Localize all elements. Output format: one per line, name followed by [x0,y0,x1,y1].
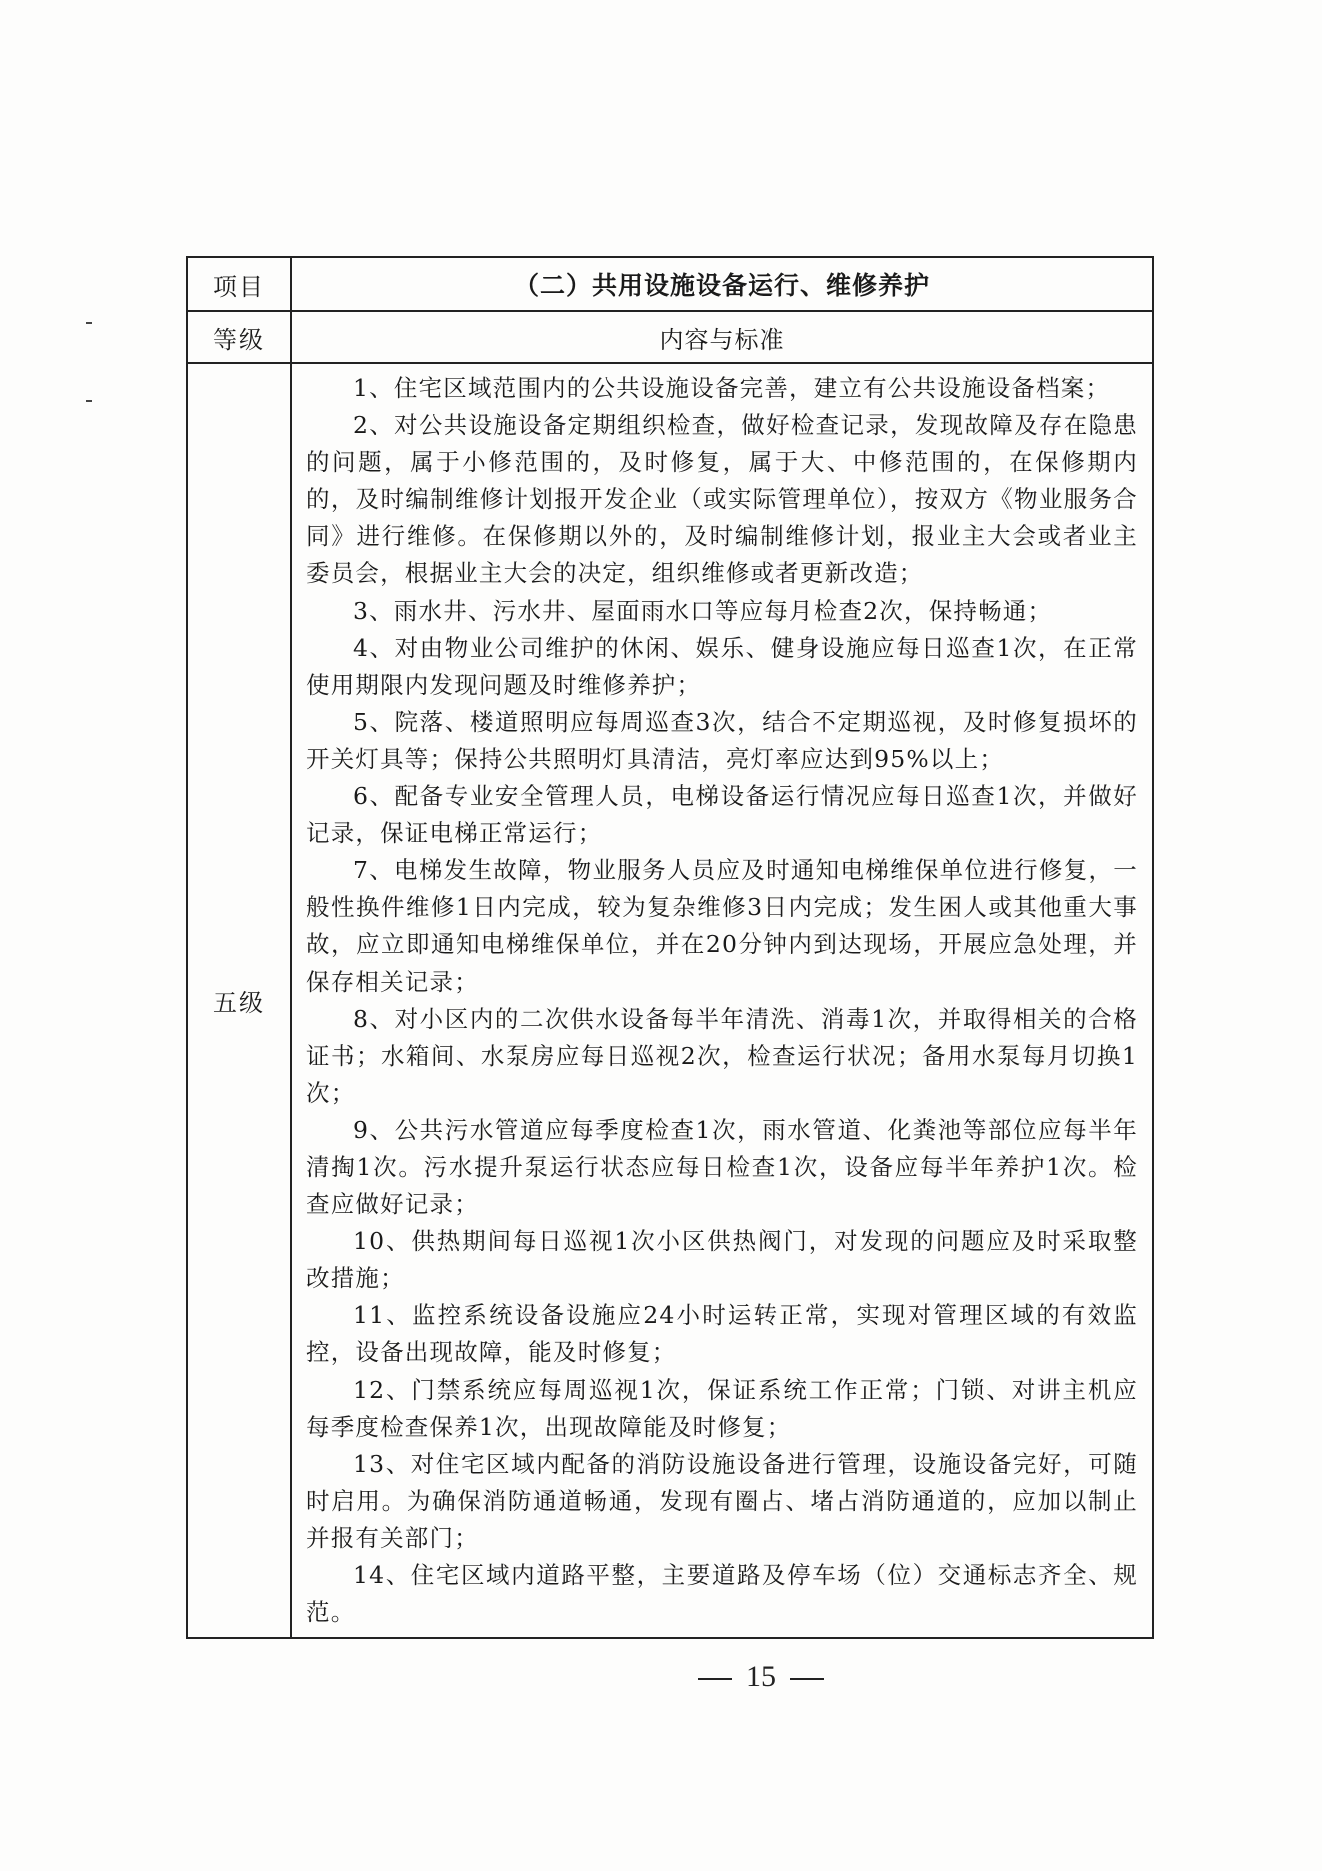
page-number-dash [790,1678,824,1680]
table-subheader-row [187,311,1153,363]
list-item: 12、门禁系统应每周巡视1次，保证系统工作正常；门锁、对讲主机应每季度检查保养1次，出现故障能及时修复； [306,1375,1138,1441]
list-item: 5、院落、楼道照明应每周巡查3次，结合不定期巡视，及时修复损坏的开关灯具等；保持公共照明灯具清洁，亮灯率应达到95%以上； [306,707,1138,773]
list-item: 10、供热期间每日巡视1次小区供热阀门，对发现的问题应及时采取整改措施； [306,1227,1138,1293]
margin-mark [86,322,92,324]
level-label-cell: 等级 [187,311,291,363]
list-item: 11、监控系统设备设施应24小时运转正常，实现对管理区域的有效监控，设备出现故障，能及时修复； [306,1301,1138,1367]
content-label-cell: 内容与标准 [291,311,1153,363]
content-cell [291,363,1153,1638]
list-item: 8、对小区内的二次供水设备每半年清洗、消毒1次，并取得相关的合格证书；水箱间、水泵房应每日巡视2次，检查运行状况；备用水泵每月切换1次； [306,1004,1138,1107]
table-content-row [187,363,1153,1638]
list-item: 6、配备专业安全管理人员，电梯设备运行情况应每日巡查1次，并做好记录，保证电梯正常运行； [306,782,1138,848]
list-item: 13、对住宅区域内配备的消防设施设备进行管理，设施设备完好，可随时启用。为确保消防通道畅通，发现有圈占、堵占消防通道的，应加以制止并报有关部门； [306,1449,1138,1552]
level-value-cell: 五级 [187,363,291,1638]
page-number-dash [698,1678,732,1680]
service-standard-table [186,256,1154,1639]
list-item: 2、对公共设施设备定期组织检查，做好检查记录，发现故障及存在隐患的问题，属于小修范围的，及时修复，属于大、中修范围的，在保修期内的，及时编制维修计划报开发企业（或实际管理单位），按双方《物业服务合同》进行维修。在保修期以外的，及时编制维修计划，报业主大会或者业主委员会，根据业主大会的决定，组织维修或者更新改造； [306,411,1138,588]
list-item: 3、雨水井、污水井、屋面雨水口等应每月检查2次，保持畅通； [353,596,1053,625]
header-title-cell: （二）共用设施设备运行、维修养护 [291,257,1153,311]
margin-mark [86,400,92,402]
page-number [0,1660,1322,1694]
header-label-cell: 项目 [187,257,291,311]
list-item: 14、住宅区域内道路平整，主要道路及停车场（位）交通标志齐全、规范。 [306,1561,1138,1627]
list-item: 7、电梯发生故障，物业服务人员应及时通知电梯维保单位进行修复，一般性换件维修1日内完成，较为复杂维修3日内完成；发生困人或其他重大事故，应立即通知电梯维保单位，并在20分钟内到达现场，开展应急处理，并保存相关记录； [306,856,1138,996]
list-item: 9、公共污水管道应每季度检查1次，雨水管道、化粪池等部位应每半年清掏1次。污水提升泵运行状态应每日检查1次，设备应每半年养护1次。检查应做好记录； [306,1115,1138,1219]
table-header-row [187,257,1153,311]
list-item: 1、住宅区域范围内的公共设施设备完善，建立有公共设施设备档案； [353,374,1111,402]
list-item: 4、对由物业公司维护的休闲、娱乐、健身设施应每日巡查1次，在正常使用期限内发现问题及时维修养护； [306,633,1138,699]
page-number-value: 15 [746,1660,776,1693]
